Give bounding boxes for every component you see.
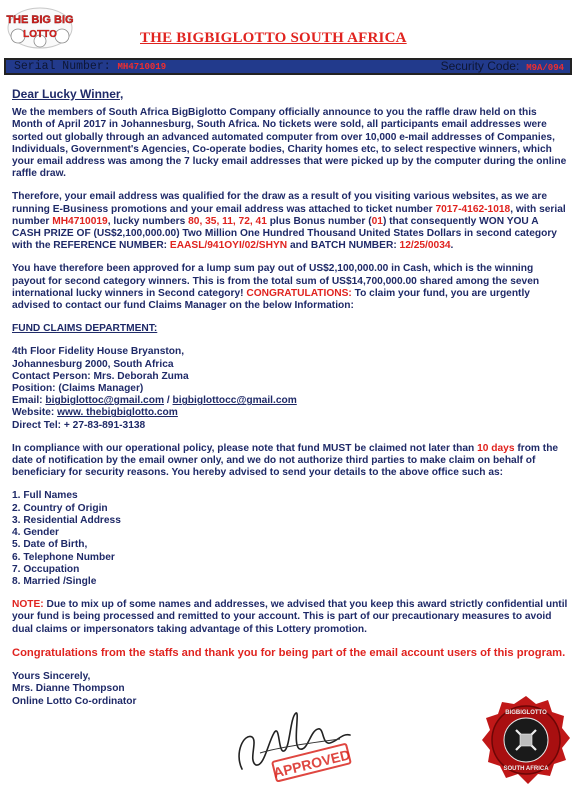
p4-text-1: In compliance with our operational policy, please note that fund MUST be claimed not later than — [12, 442, 478, 454]
note-label: NOTE: — [12, 599, 44, 611]
svg-text:BIGBIGLOTTO: BIGBIGLOTTO — [505, 710, 547, 716]
svg-text:APPROVED: APPROVED — [271, 746, 352, 781]
website-link[interactable]: www. thebigbiglotto.com — [57, 407, 178, 419]
list-item: 1. Full Names — [12, 490, 78, 502]
serial-value: MH4710019 — [117, 62, 167, 72]
signature-approved-stamp — [230, 703, 362, 783]
p2-text-5: ) that consequently WON YOU A CASH PRIZE OF (US$2,100,000.00) Two Million One Hundred Thousand United States Dollars in second category with the REFERENCE NUMBER: — [12, 215, 557, 252]
company-seal — [480, 694, 572, 794]
list-item: 3. Residential Address — [12, 514, 121, 526]
lucky-numbers: 80, 35, 11, 72, 41 — [188, 215, 267, 227]
serial-bar — [4, 58, 572, 75]
p2-text-3: , lucky numbers — [107, 215, 189, 227]
department-heading: FUND CLAIMS DEPARTMENT: — [12, 323, 158, 335]
closing-role: Online Lotto Co-ordinator — [12, 695, 137, 707]
page-title: THE BIGBIGLOTTO SOUTH AFRICA — [140, 30, 407, 46]
website-line — [12, 407, 568, 419]
greeting — [12, 88, 568, 100]
ticket-number: 7017-4162-1018 — [435, 203, 511, 215]
details-list — [12, 490, 568, 588]
p2-text-1: Therefore, your email address was qualified for the draw as a result of you visiting various websites, as we are running E-Business promotions and your email address was attached to ticket number — [12, 191, 548, 215]
reference-number: EAASL/941OYI/02/SHYN — [169, 240, 288, 252]
list-item: 7. Occupation — [12, 563, 80, 575]
p2-text-7: . — [450, 240, 454, 252]
logo-text-bottom: LOTTO — [23, 29, 57, 40]
list-item: 2. Country of Origin — [12, 502, 108, 514]
email-link-1[interactable]: bigbiglottoc@gmail.com — [45, 395, 165, 407]
list-item: 4. Gender — [12, 527, 59, 539]
p3-text-2: To claim your fund, you are urgently advised to contact our fund Claims Manager on the below Information: — [12, 287, 530, 312]
security-group — [441, 60, 564, 75]
email-label: Email: — [12, 395, 46, 407]
contact-person — [12, 371, 568, 383]
letter-body — [12, 88, 568, 708]
note-text: Due to mix up of some names and addresses, we advised that you keep this award strictly confidential until your fund is being processed and remitted to your account. This is part of our precautionary measures to avoid dual claims or impersonators taking advantage of this Lottery promotion. — [12, 599, 568, 635]
website-label: Website: — [12, 407, 58, 419]
telephone-line — [12, 420, 568, 432]
serial-number: MH4710019 — [52, 215, 108, 227]
list-item: 8. Married /Single — [12, 575, 97, 587]
congratulations-label: CONGRATULATIONS: — [246, 287, 352, 299]
list-item: 5. Date of Birth, — [12, 539, 88, 551]
contact-label: Contact Person: — [12, 370, 94, 382]
closing-sincerely: Yours Sincerely, — [12, 671, 91, 683]
address-line-1: 4th Floor Fidelity House Bryanston, — [12, 346, 185, 358]
greeting-comma: , — [119, 87, 124, 101]
telephone-value: + 27-83-891-3138 — [63, 419, 146, 431]
paragraph-approval — [12, 263, 568, 312]
batch-number: 12/25/0034 — [399, 240, 451, 252]
contact-name: Mrs. Deborah Zuma — [93, 370, 189, 382]
list-item: 6. Telephone Number — [12, 551, 115, 563]
greeting-text: Dear Lucky Winner — [12, 87, 120, 101]
claim-deadline: 10 days — [477, 442, 515, 454]
serial-label: Serial Number: — [14, 60, 111, 73]
telephone-label: Direct Tel: — [12, 419, 64, 431]
email-line — [12, 395, 568, 407]
lotto-logo — [6, 6, 74, 50]
security-label: Security Code: — [440, 59, 520, 73]
paragraph-announcement: We the members of South Africa BigBiglotto Company officially announce to you the raffle draw held on this Month of April 2017 in Johannesburg, South Africa. No tickets were sold, all participants email addresses were sorted out globally through an advanced automated computer from over 10,000 e-mail addresses of Companies, Individuals, Government's Agencies, Co-operate bodies, Charity homes etc, to select respective winners, which your email address was among the 7 lucky email addresses that were picked up by the computer during the online raffle draw. — [12, 107, 567, 180]
bonus-number: 01 — [371, 215, 383, 227]
p3-text-1: You have therefore been approved for a lump sum pay out of US$2,100,000.00 in Cash, which is the winning payout for second category winners. This is from the total sum of US$14,700,000.00 shared among the seven international lucky winners in Second category! — [12, 263, 540, 299]
address-line-2: Johannesburg 2000, South Africa — [12, 358, 174, 370]
security-value: M9A/094 — [526, 63, 564, 73]
svg-text:SOUTH AFRICA: SOUTH AFRICA — [503, 766, 549, 772]
p2-text-4: plus Bonus number ( — [266, 215, 372, 227]
p2-text-6: and BATCH NUMBER: — [287, 240, 400, 252]
p4-text-2: from the date of notification by the email owner only, and we do not authorize third parties to make claim on behalf of beneficiary for security reasons. You hereby advised to send your details to the above office such as: — [12, 442, 559, 479]
paragraph-policy — [12, 443, 568, 480]
note-paragraph — [12, 599, 568, 636]
paragraph-qualification — [12, 191, 568, 252]
congratulations-message: Congratulations from the staffs and thank you for being part of the email account users of this program. — [12, 646, 566, 659]
email-separator: / — [164, 395, 173, 407]
position-line: Position: (Claims Manager) — [12, 383, 144, 395]
logo-text-top: THE BIG BIG — [6, 14, 74, 26]
closing-name: Mrs. Dianne Thompson — [12, 683, 125, 695]
p2-text-2: , with serial number — [12, 203, 566, 227]
email-link-2[interactable]: bigbiglottocc@gmail.com — [172, 395, 297, 407]
